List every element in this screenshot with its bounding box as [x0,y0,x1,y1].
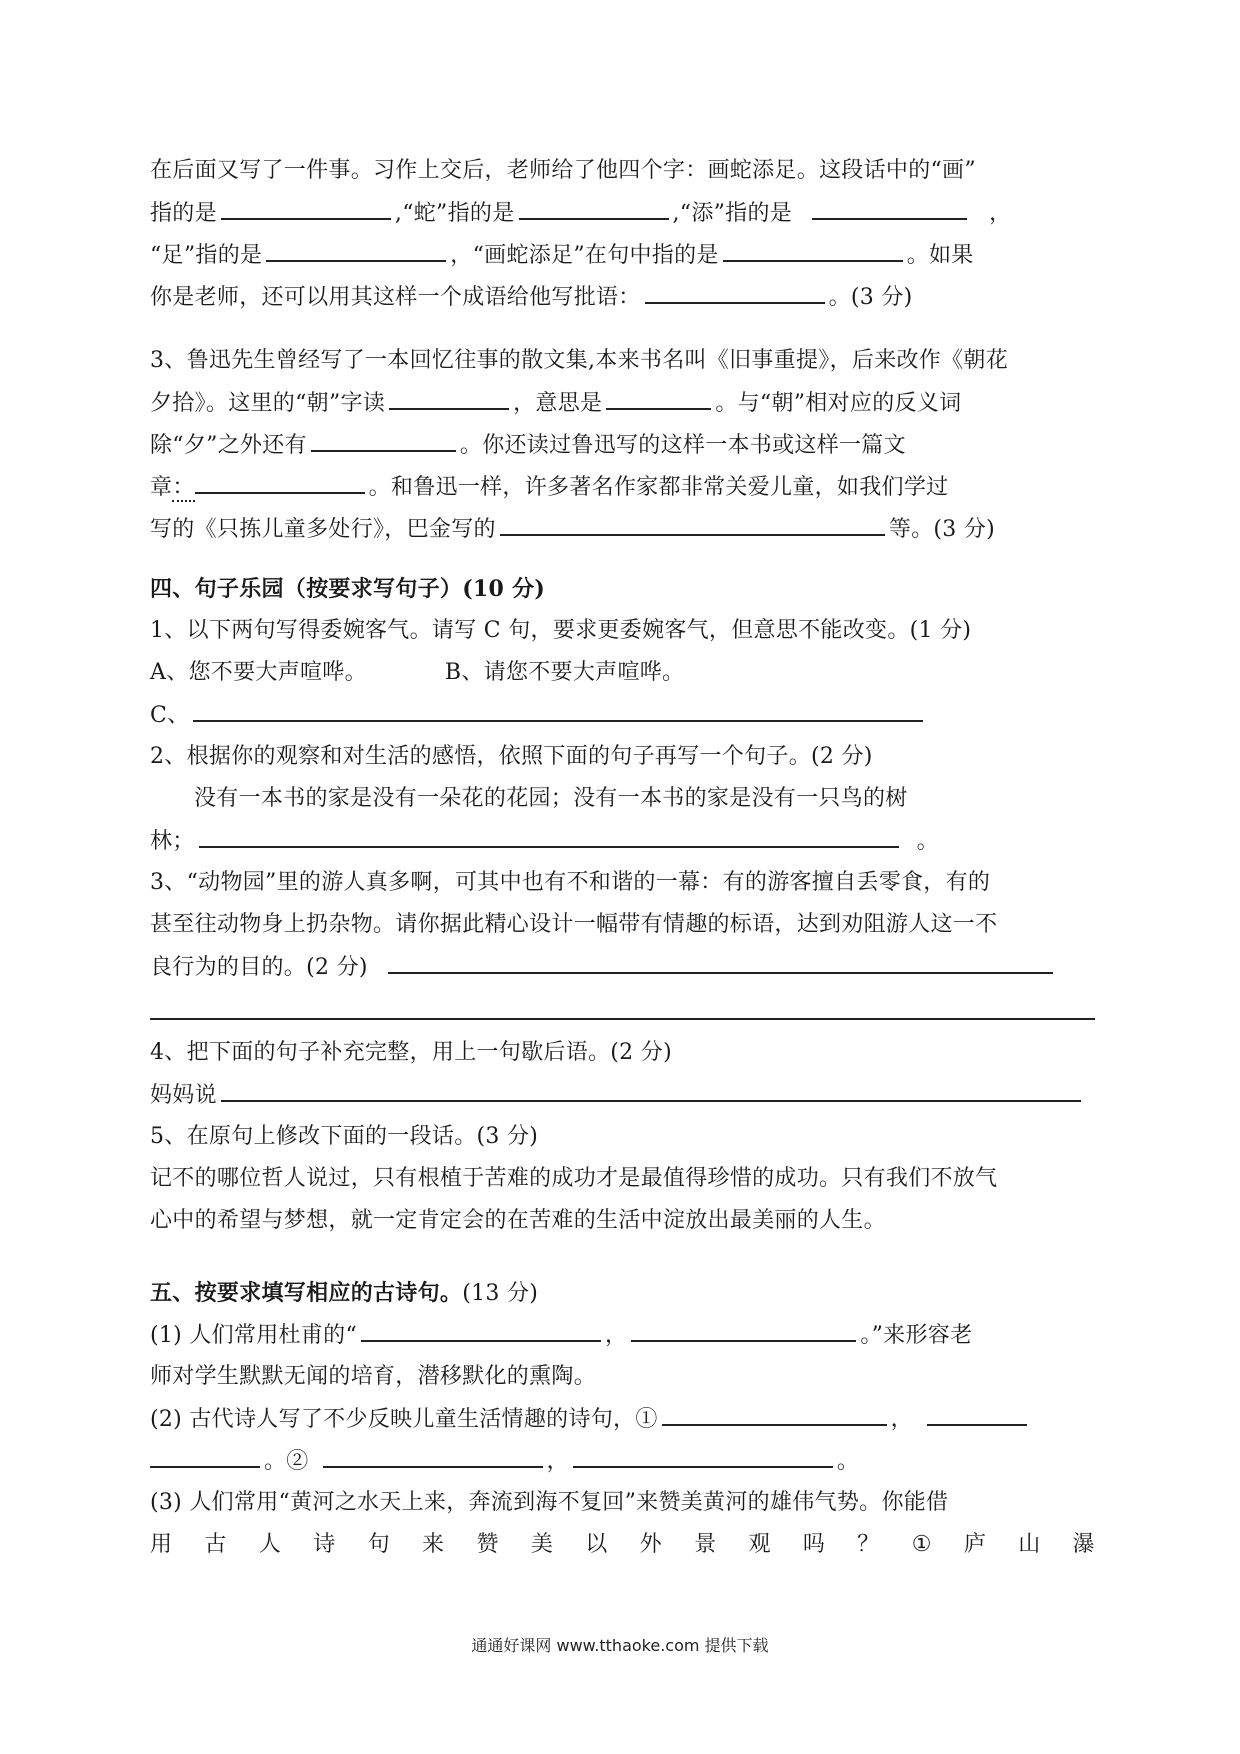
spread-char: 古 [204,1532,227,1557]
answer-blank[interactable] [193,694,923,722]
answer-blank[interactable] [388,946,1053,974]
q3-line-2 [150,382,1095,424]
spread-char: 人 [258,1532,282,1557]
s5-text: ， [546,1449,569,1474]
answer-blank[interactable] [323,1440,543,1468]
exam-page [150,150,1095,1566]
s4-q4: 4、把下面的句子补充完整，用上一句歇后语。(2 分) [150,1040,672,1065]
q2-text: 。(3 分) [828,285,913,310]
s4-q3-line-2: 甚至往动物身上扔杂物。请你据此精心设计一幅带有情趣的标语，达到劝阻游人这一不 [150,912,998,937]
q2-line-3 [150,234,1095,276]
q2-text: ，“画蛇添足”在句中指的是 [450,243,719,268]
s5-q3-line-2 [150,1524,1095,1566]
answer-blank[interactable] [927,1398,1027,1426]
section-4-heading: 四、句子乐园（按要求写句子）(10 分) [150,576,546,602]
answer-blank[interactable] [221,1074,1081,1102]
answer-blank[interactable] [662,1398,887,1426]
answer-blank[interactable] [221,192,391,220]
s4-q3-line-1: 3、“动物园”里的游人真多啊，可其中也有不和谐的一幕：有的游客擅自丢零食，有的 [150,870,991,895]
spread-char: 山 [1018,1532,1041,1557]
s5-text: (2) 古代诗人写了不少反映儿童生活情趣的诗句，① [150,1407,658,1432]
spread-char: 吗 [802,1532,826,1557]
s5-text: ， [605,1323,628,1348]
s4-q1-answer [150,694,1095,736]
answer-blank[interactable] [266,234,446,262]
s5-q3-line-1: (3) 人们常用“黄河之水天上来，奔流到海不复回”来赞美黄河的雄伟气势。你能借 [150,1490,949,1515]
q3-line-3 [150,424,1095,466]
s4-q2: 2、根据你的观察和对生活的感悟，依照下面的句子再写一个句子。(2 分) [150,744,873,769]
option-c: C、 [150,703,190,728]
q3-text: 。和鲁迅一样，许多著名作家都非常关爱儿童，如我们学过 [368,475,949,500]
answer-blank[interactable] [500,508,885,536]
q3-line-1: 3、鲁迅先生曾经写了一本回忆往事的散文集,本来书名叫《旧事重提》，后来改作《朝花 [150,348,1008,373]
q2-text: 指的是 [150,201,217,226]
s4-text: 。 [916,829,939,854]
answer-blank[interactable] [573,1440,833,1468]
spread-char: 赞 [476,1532,499,1557]
answer-blank[interactable] [631,1314,856,1342]
option-b: B、请您不要大声喧哗。 [444,660,685,685]
q3-text: 除“夕”之外还有 [150,433,307,458]
answer-blank[interactable] [361,1314,601,1342]
spread-char: 用 [150,1532,173,1557]
answer-blank[interactable] [812,192,967,220]
q3-text: 夕拾》。这里的“朝”字读 [150,391,386,416]
answer-blank[interactable] [606,382,711,410]
spread-char: 以 [585,1532,608,1557]
section-5-title: 五、按要求填写相应的古诗句。 [150,1280,463,1306]
q2-line-1: 在后面又写了一件事。习作上交后，老师给了他四个字：画蛇添足。这段话中的“画” [150,158,976,183]
page-footer: 通通好课网 www.tthaoke.com 提供下载 [471,1636,769,1655]
q3-text: ，意思是 [513,391,603,416]
spread-char: ？ [857,1532,880,1557]
q2-text: 你是老师，还可以用其这样一个成语给他写批语： [150,285,641,310]
s4-q3-line-3 [150,946,1095,988]
answer-blank[interactable] [311,424,456,452]
q3-line-4 [150,466,1095,508]
answer-blank[interactable] [150,1440,260,1468]
q2-text: ， [989,201,1012,226]
s4-q1: 1、以下两句写得委婉客气。请写 C 句，要求更委婉客气，但意思不能改变。(1 分) [150,618,972,643]
s4-text: 良行为的目的。(2 分) [150,955,368,980]
q2-text: ,“添”指的是 [672,201,793,226]
spread-char: 瀑 [1072,1532,1095,1557]
spread-char: 观 [748,1532,771,1557]
q3-text: 章 [150,475,173,500]
s5-q2 [150,1398,1095,1440]
q2-text: ,“蛇”指的是 [394,201,515,226]
spread-char: 美 [530,1532,554,1557]
q2-text: “足”指的是 [150,243,263,268]
s5-text: (1) 人们常用杜甫的“ [150,1323,358,1348]
s4-q5-line-1: 记不的哪位哲人说过，只有根植于苦难的成功才是最值得珍惜的成功。只有我们不放气 [150,1166,998,1191]
section-5-score: (13 分) [462,1281,539,1306]
answer-blank[interactable] [723,234,903,262]
s4-q4-answer [150,1074,1095,1116]
spread-char: 外 [639,1532,662,1557]
spread-char: ① [911,1532,932,1557]
answer-blank[interactable] [195,466,365,494]
option-a: A、您不要大声喧哗。 [150,660,367,685]
s5-q2-line-2 [150,1440,1095,1482]
spread-char: 句 [367,1532,390,1557]
q3-text: ： [172,475,195,500]
q3-text: 写的《只拣儿童多处行》，巴金写的 [150,517,496,542]
s5-q1 [150,1314,1095,1356]
s4-q1-options [150,652,1095,694]
spread-char: 诗 [313,1532,336,1557]
answer-blank[interactable] [389,382,509,410]
s4-q5: 5、在原句上修改下面的一段话。(3 分) [150,1124,539,1149]
q3-text: 。与“朝”相对应的反义词 [715,391,962,416]
answer-line[interactable] [150,988,1095,1020]
s5-text: ， [890,1407,913,1432]
answer-blank[interactable] [519,192,669,220]
spread-char: 景 [694,1532,717,1557]
s4-text: 妈妈说 [150,1083,217,1108]
s5-text: 。”来形容老 [860,1323,973,1348]
q3-text: 。你还读过鲁迅写的这样一本书或这样一篇文 [459,433,906,458]
answer-blank[interactable] [645,276,825,304]
q2-line-4 [150,276,1095,318]
s4-text: 林； [150,829,195,854]
q2-text: 。如果 [906,243,974,268]
s4-q5-line-2: 心中的希望与梦想，就一定肯定会的在苦难的生活中淀放出最美丽的人生。 [150,1208,886,1233]
section-5-heading [150,1272,1095,1314]
s5-q1-line-2: 师对学生默默无闻的培育，潜移默化的熏陶。 [150,1364,597,1389]
s5-text: 。② [264,1449,309,1474]
q3-text: 等。(3 分) [888,517,996,542]
spread-char: 来 [422,1532,445,1557]
spread-char: 庐 [963,1532,987,1557]
s5-text: 。 [836,1449,860,1474]
answer-blank[interactable] [199,820,899,848]
s4-q2-answer [150,820,1095,862]
s4-q2-example: 没有一本书的家是没有一朵花的花园；没有一本书的家是没有一只鸟的树 [194,786,908,811]
q3-line-5 [150,508,1095,550]
q2-line-2 [150,192,1095,234]
